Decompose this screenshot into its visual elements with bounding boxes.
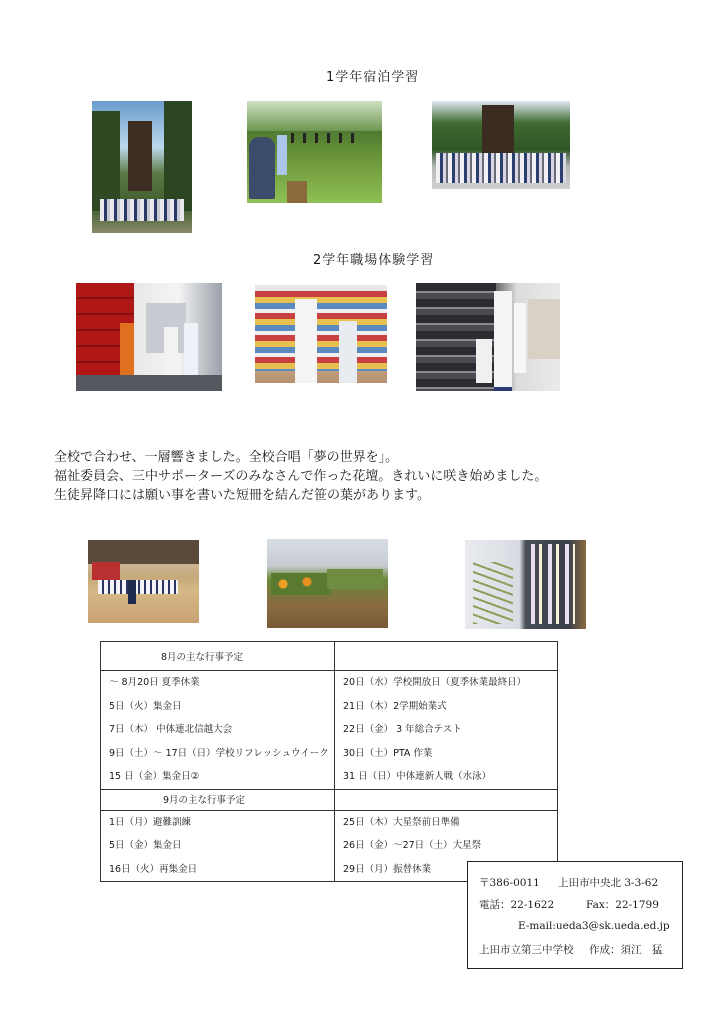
list-item: 5日（金）集金日 [109, 840, 182, 851]
section1-title: 1学年宿泊学習 [326, 70, 420, 85]
postal-code: 〒386-0011 [479, 877, 540, 889]
september-schedule-title: 9月の主な行事予定 [163, 794, 246, 806]
store-shelves-photo [255, 285, 387, 383]
school-name: 上田市立第三中学校 [479, 944, 574, 956]
august-left-list [101, 671, 335, 790]
paragraph-line-1: 全校で合わせ、一層響きました。全校合唱「夢の世界を」。 [54, 450, 399, 465]
email-address: E-mail:ueda3@sk.ueda.ed.jp [518, 920, 670, 932]
fire-station-photo [76, 283, 222, 391]
august-schedule-title: 8月の主な行事予定 [161, 652, 244, 663]
hiking-trail-photo [247, 101, 382, 203]
list-item: 29日（月）振替休業 [343, 863, 432, 875]
flowerbed-photo [267, 539, 388, 628]
list-item: 16日（火）再集金日 [109, 863, 198, 875]
author-credit: 作成：須江 猛 [589, 944, 663, 956]
phone-number: 電話：22-1622 [479, 899, 555, 911]
schedule-table [100, 641, 558, 882]
list-item: ～ 8月20日 夏季休業 [109, 677, 200, 688]
september-left-list [101, 810, 335, 882]
list-item: 30日（土）PTA 作業 [343, 747, 433, 759]
section2-title: 2学年職場体験学習 [313, 253, 435, 268]
august-right-list [335, 671, 558, 790]
list-item: 26日（金）～27日（土）大星祭 [343, 840, 482, 851]
list-item: 31 日（日）中体連新人戦（水泳） [343, 771, 492, 782]
list-item: 5日（火）集金日 [109, 700, 182, 712]
fax-number: Fax：22-1799 [586, 899, 659, 911]
list-item: 20日（水）学校開放日（夏季休業最終日） [343, 677, 527, 688]
list-item: 25日（木）大星祭前日準備 [343, 816, 460, 828]
street-address: 上田市中央北 3-3-62 [558, 877, 659, 889]
paragraph-line-2: 福祉委員会、三中サポーターズのみなさんで作った花壇。きれいに咲き始めました。 [54, 469, 548, 484]
warehouse-shelves-photo [416, 283, 560, 391]
school-address-box [467, 861, 683, 969]
list-item: 21日（木）2学期始業式 [343, 700, 447, 712]
list-item: 22日（金） 3 年総合テスト [343, 724, 462, 735]
bamboo-wishes-photo [465, 540, 586, 629]
temple-group-photo [432, 101, 570, 189]
gym-choir-photo [88, 540, 199, 623]
pagoda-group-photo [92, 101, 192, 233]
list-item: 15 日（金）集金日② [109, 771, 200, 782]
list-item: 1日（月）避難訓練 [109, 816, 192, 828]
paragraph-line-3: 生徒昇降口には願い事を書いた短冊を結んだ笹の葉があります。 [54, 488, 430, 503]
list-item: 9日（土）～ 17日（日）学校リフレッシュウイーク [109, 747, 329, 759]
list-item: 7日（木） 中体連北信越大会 [109, 724, 233, 735]
